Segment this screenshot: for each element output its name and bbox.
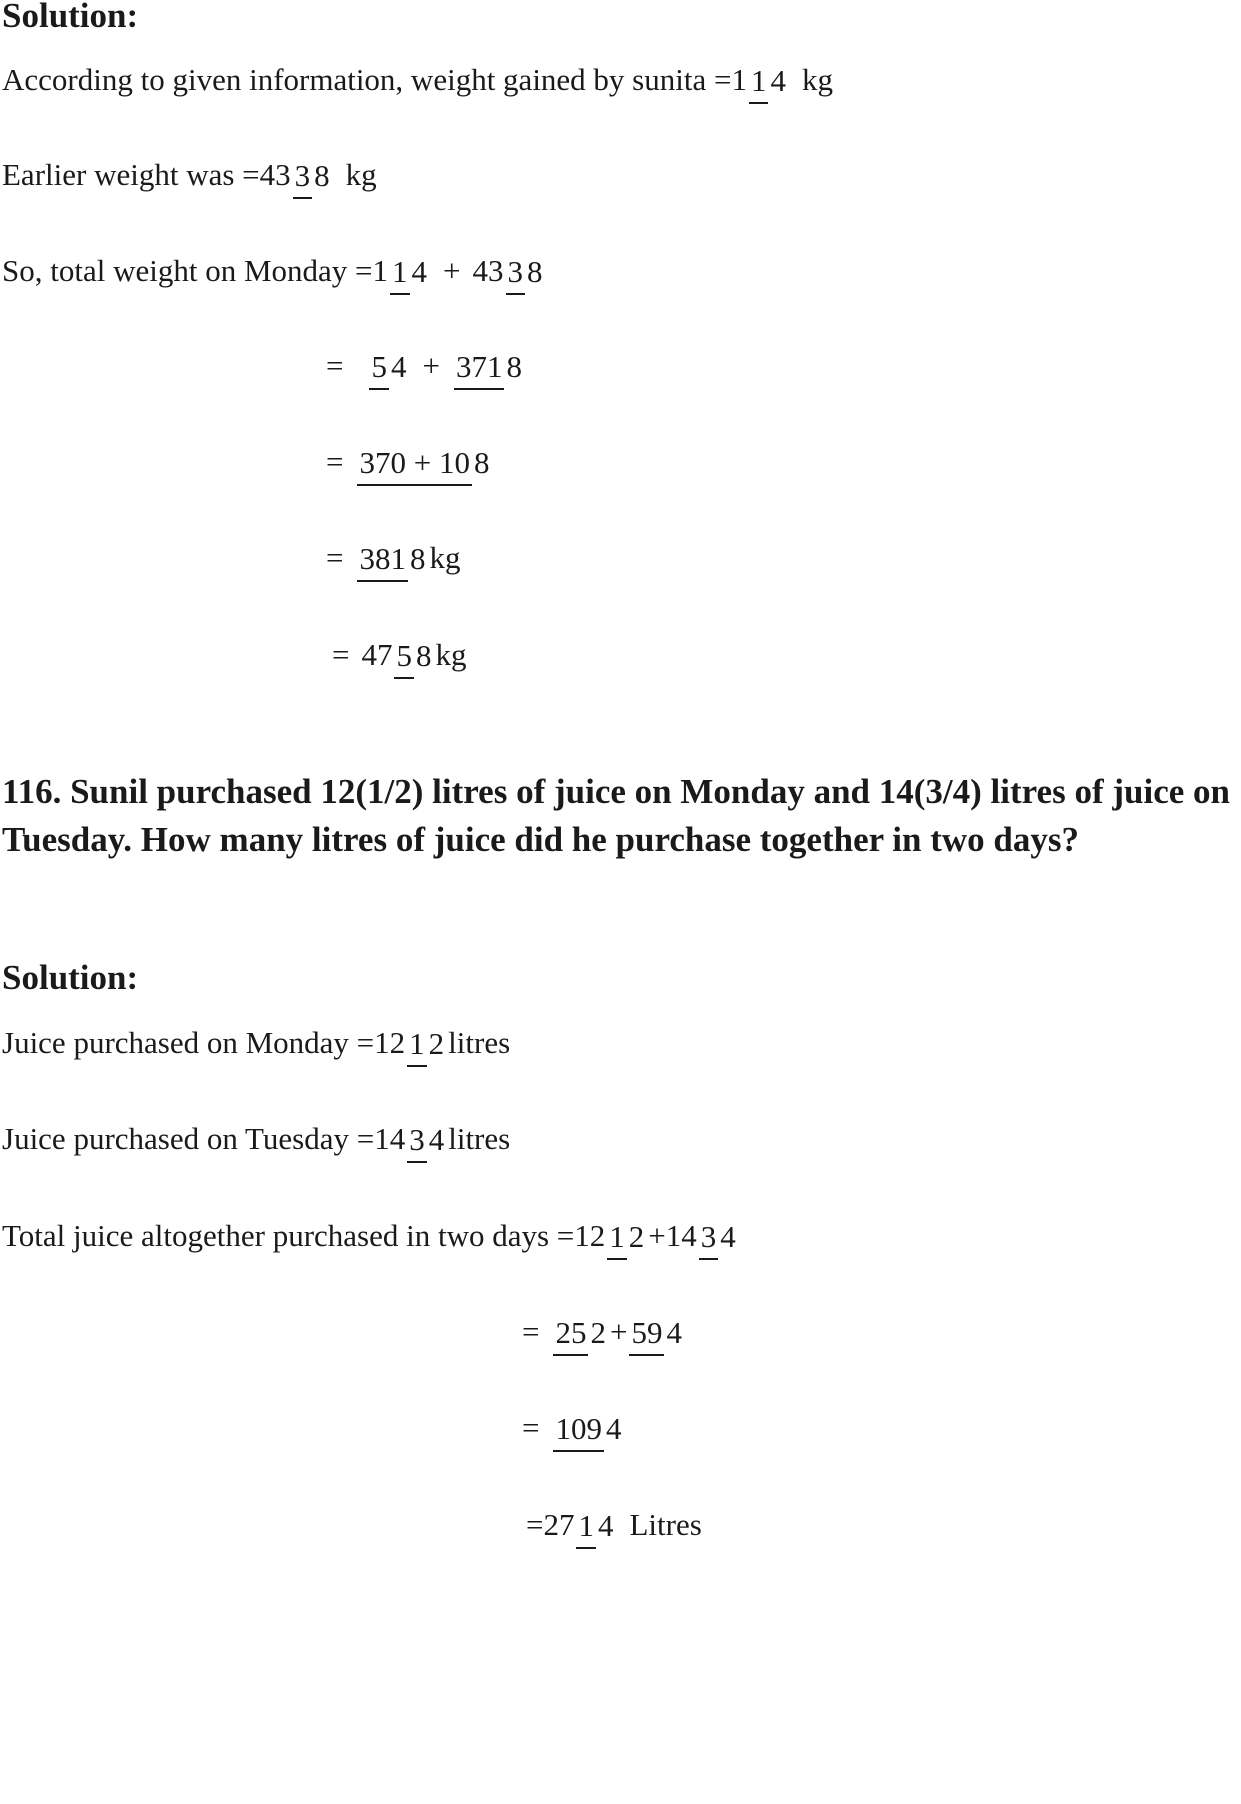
fraction: 109 4 [553,1413,623,1444]
label: Total juice altogether purchased in two days = [2,1218,575,1253]
unit: litres [448,1025,511,1060]
total-juice-line [2,1218,740,1254]
fraction: 1 4 [390,256,429,287]
equals: = [522,1410,540,1445]
step-3 [326,540,460,576]
label: Earlier weight was = [2,157,260,192]
plus-operator: + [648,1218,666,1253]
equals: = [332,637,350,672]
fraction: 370 + 10 8 [357,447,491,478]
step-3b [526,1507,702,1543]
whole: 12 [374,1025,406,1060]
whole: 47 [361,637,393,672]
whole: 12 [574,1218,606,1253]
fraction: 371 8 [454,351,524,382]
fraction: 25 2 [553,1317,608,1348]
equals: = [526,1507,544,1542]
fraction: 3 8 [506,256,545,287]
unit: kg [435,637,467,672]
plus-operator: + [443,253,461,288]
fraction: 1 4 [576,1510,615,1541]
whole: 14 [665,1218,697,1253]
whole: 14 [374,1121,406,1156]
fraction: 59 4 [629,1317,684,1348]
fraction: 381 8 [357,543,427,574]
earlier-weight-line [2,157,377,193]
monday-juice-line [2,1025,510,1061]
fraction: 5 4 [369,351,408,382]
step-2 [326,444,493,480]
fraction: 1 2 [407,1028,446,1059]
label: So, total weight on Monday = [2,253,373,288]
unit: kg [801,62,833,97]
step-4 [332,637,466,673]
unit: Litres [629,1507,702,1542]
step-1b [522,1314,686,1350]
label: Juice purchased on Monday = [2,1025,375,1060]
whole: 43 [259,157,291,192]
plus-operator: + [422,348,440,383]
whole: 27 [543,1507,575,1542]
solution-heading-2: Solution: [2,958,139,997]
weight-gained-line [2,62,833,98]
equals: = [522,1314,540,1349]
plus-operator: + [609,1314,628,1349]
equals: = [326,348,344,383]
label: According to given information, weight gained by sunita = [2,62,732,97]
fraction: 3 8 [293,160,332,191]
label: Juice purchased on Tuesday = [2,1121,375,1156]
whole: 1 [731,62,747,97]
fraction: 5 8 [394,640,433,671]
question-116: 116. Sunil purchased 12(1/2) litres of juice on Monday and 14(3/4) litres of juice on Tuesday. How many litres of juice did he purchase together in two days? [2,772,1230,859]
solution-heading-1: Solution: [2,0,139,35]
equals: = [326,540,344,575]
fraction: 3 4 [699,1221,738,1252]
total-weight-line [2,253,547,289]
fraction: 1 2 [607,1221,646,1252]
unit: litres [448,1121,511,1156]
unit: kg [345,157,377,192]
fraction: 3 4 [407,1124,446,1155]
step-2b [522,1410,625,1446]
step-1 [326,348,526,384]
tuesday-juice-line [2,1121,510,1157]
unit: kg [429,540,461,575]
whole: 1 [372,253,389,288]
whole: 43 [472,253,504,288]
equals: = [326,444,344,479]
fraction: 1 4 [749,65,788,96]
